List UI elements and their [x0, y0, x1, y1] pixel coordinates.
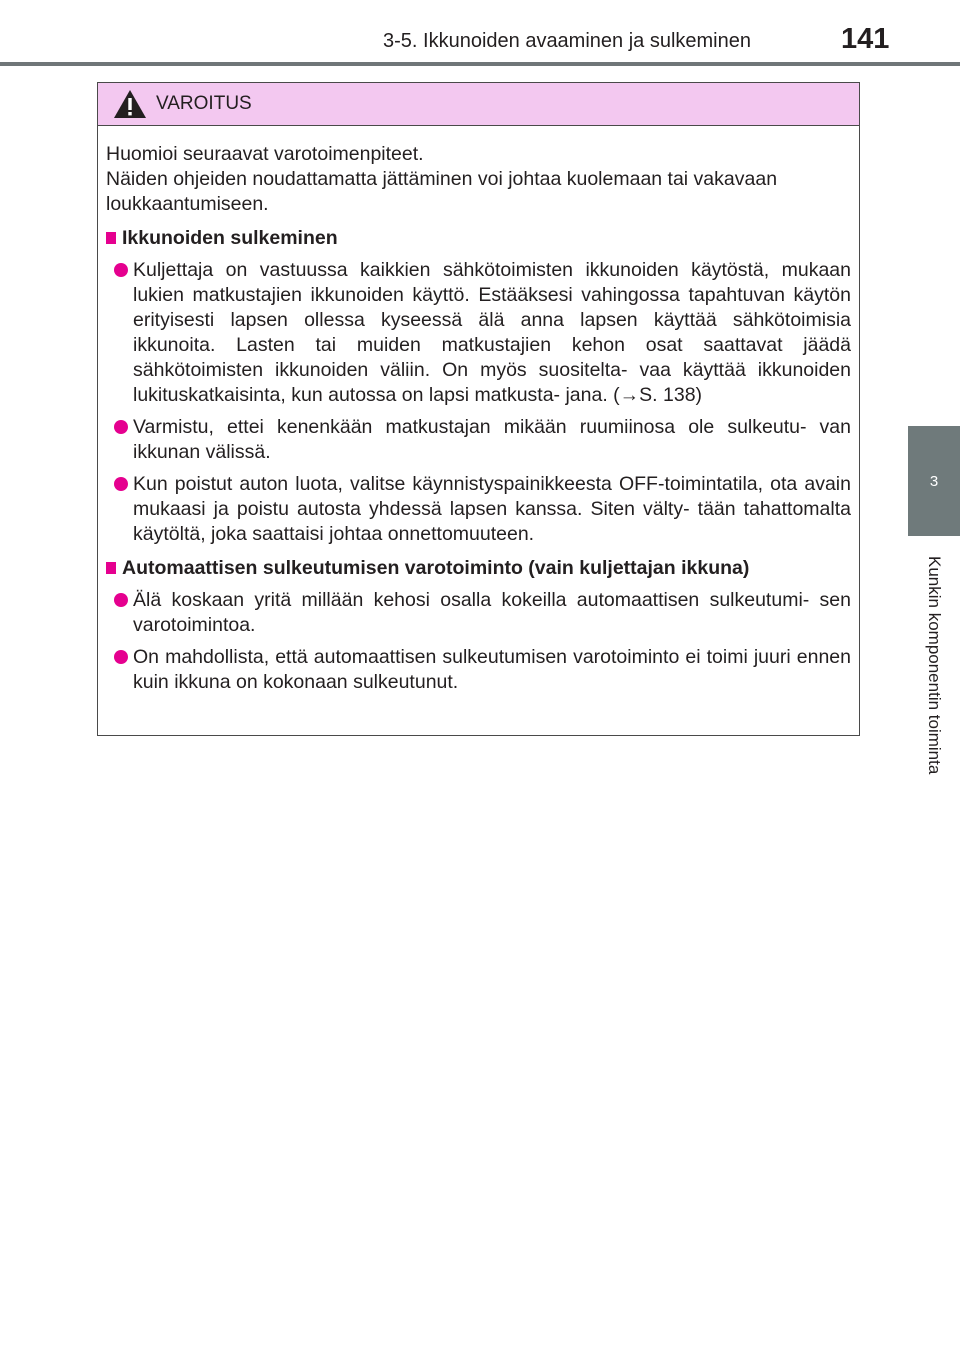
warning-intro — [106, 142, 851, 217]
list-item-text: On mahdollista, että automaattisen sulkeutumisen varotoiminto ei toimi juuri ennen kuin ikkuna on kokonaan sulkeutunut. — [133, 646, 851, 693]
warning-header — [98, 83, 859, 126]
section-heading-text: Ikkunoiden sulkeminen — [122, 227, 338, 249]
warning-triangle-icon — [113, 89, 147, 119]
section-heading-text: Automaattisen sulkeutumisen varotoiminto (vain kuljettajan ikkuna) — [122, 557, 750, 579]
section-heading — [106, 226, 851, 251]
list-item-text: Kun poistut auton luota, valitse käynnistyspainikkeesta OFF-toimintatila, ota avain mukaasi ja poistu autosta yhdessä lapsen kanssa. Siten välty- tään tahattomalta käytöltä, joka saattaisi johtaa onnettomuuteen. — [133, 473, 851, 545]
chapter-number: 3 — [929, 472, 939, 490]
warning-box — [97, 82, 860, 736]
intro-line: Huomioi seuraavat varotoimenpiteet. — [106, 143, 424, 165]
square-bullet-icon — [106, 232, 116, 244]
circle-bullet-icon — [114, 263, 128, 277]
chapter-tab — [908, 426, 960, 536]
list-item-text: Kuljettaja on vastuussa kaikkien sähkötoimisten ikkunoiden käytöstä, mukaan lukien matkustajien ikkunoiden käyttö. Estääksesi vahingossa tapahtuvan käytön erityisesti lapsen ollessa kyseessä älä anna lapsen käyttää sähkötoimisia ikkunoita. Lasten tai muiden matkustajien kehon osat saattavat jäädä sähkötoimisten ikkunoiden väliin. On myös suositelta- vaa käyttää ikkunoiden lukituskatkaisinta, kun autossa on lapsi matkusta- jana. (→S. 138) — [133, 259, 851, 406]
section-title: 3-5. Ikkunoiden avaaminen ja sulkeminen — [383, 30, 751, 52]
circle-bullet-icon — [114, 477, 128, 491]
square-bullet-icon — [106, 562, 116, 574]
list-item — [106, 415, 851, 465]
header-rule — [0, 62, 960, 66]
warning-body — [98, 126, 859, 695]
circle-bullet-icon — [114, 650, 128, 664]
chapter-label: Kunkin komponentin toiminta — [925, 555, 944, 775]
list-item-text: Älä koskaan yritä millään kehosi osalla kokeilla automaattisen sulkeutumi- sen varotoimintoa. — [133, 589, 851, 636]
page-number: 141 — [841, 23, 890, 55]
intro-line: Näiden ohjeiden noudattamatta jättäminen voi johtaa kuolemaan tai vakavaan loukkaantumiseen. — [106, 168, 778, 215]
list-item — [106, 645, 851, 695]
list-item — [106, 588, 851, 638]
list-item-text: Varmistu, ettei kenenkään matkustajan mikään ruumiinosa ole sulkeutu- van ikkunan välissä. — [133, 416, 851, 463]
circle-bullet-icon — [114, 593, 128, 607]
list-item — [106, 258, 851, 408]
warning-label: VAROITUS — [156, 93, 252, 114]
circle-bullet-icon — [114, 420, 128, 434]
chapter-label-container — [908, 540, 960, 790]
section-heading — [106, 556, 851, 581]
list-item — [106, 472, 851, 547]
